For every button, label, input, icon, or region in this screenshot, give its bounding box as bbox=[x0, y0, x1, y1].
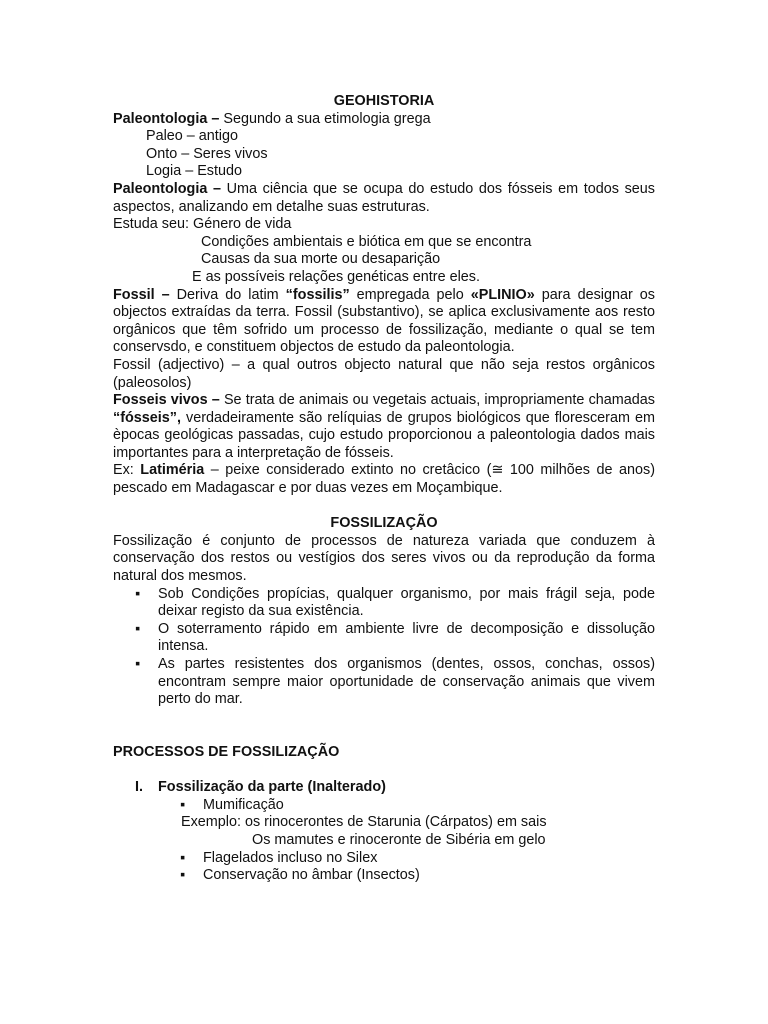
section-title-processos: PROCESSOS DE FOSSILIZAÇÃO bbox=[113, 743, 340, 760]
estuda-intro: Estuda seu: Género de vida bbox=[113, 216, 292, 233]
example-line: Os mamutes e rinoceronte de Sibéria em gelo bbox=[252, 831, 546, 848]
list-item: ▪ Sob Condições propícias, qualquer organismo, por mais frágil seja, pode deixar registo da sua existência. bbox=[135, 585, 655, 620]
paragraph-paleontologia-definition: Paleontologia – Uma ciência que se ocupa do estudo dos fósseis em todos seus aspectos, analizando em detalhe suas estruturas. bbox=[113, 180, 656, 215]
section-title-fossilizacao: FOSSILIZAÇÃO bbox=[330, 515, 438, 532]
square-bullet-icon: ▪ bbox=[135, 656, 141, 672]
paragraph-fossilizacao: Fossilização é conjunto de processos de natureza variada que conduzem à conservação dos restos ou vestígios dos seres vivos ou da reprodução da forma natural dos mesmos. bbox=[113, 532, 655, 585]
roman-numeral: I. bbox=[135, 779, 143, 796]
square-bullet-icon: ▪ bbox=[180, 849, 186, 866]
paragraph-paleontologia-etymology: Paleontologia – Segundo a sua etimologia grega bbox=[113, 110, 431, 127]
sub-bullet-list bbox=[113, 797, 655, 815]
list-item: ▪ As partes resistentes dos organismos (dentes, ossos, conchas, ossos) encontram sempre maior oportunidade de conservação animais que vivem perto do mar. bbox=[135, 656, 655, 708]
etymology-item: Paleo – antigo bbox=[146, 128, 239, 145]
estuda-item: E as possíveis relações genéticas entre eles. bbox=[192, 268, 480, 285]
square-bullet-icon: ▪ bbox=[180, 867, 186, 884]
list-item: ▪ O soterramento rápido em ambiente livre de decomposição e dissolução intensa. bbox=[135, 620, 655, 655]
term-paleontologia: Paleontologia – bbox=[113, 180, 221, 197]
bullet-list-fossilizacao bbox=[113, 586, 655, 709]
list-item: ▪ Conservação no âmbar (Insectos) bbox=[180, 867, 420, 884]
list-item: ▪ Mumificação bbox=[180, 796, 284, 813]
term-fossil: Fossil – bbox=[113, 286, 170, 303]
term-fosseis-vivos: Fosseis vivos – bbox=[113, 392, 220, 409]
sub-bullet-list bbox=[113, 850, 655, 885]
paragraph-fossil: Fossil – Deriva do latim “fossilis” empregada pelo «PLINIO» para designar os objectos extraídas da terra. Fossil (substantivo), se aplica exclusivamente aos resto orgânicos que têm sofrido um processo de fossilização, mediante o qual se tem conservsdo, e constituem objectos de estudo da paleontologia. bbox=[113, 286, 655, 356]
estuda-item: Condições ambientais e biótica em que se encontra bbox=[201, 233, 532, 250]
square-bullet-icon: ▪ bbox=[135, 620, 141, 637]
square-bullet-icon: ▪ bbox=[180, 796, 186, 813]
etymology-item: Onto – Seres vivos bbox=[146, 145, 268, 162]
paragraph-fossil-adjective: Fossil (adjectivo) – a qual outros objecto natural que não seja restos orgânicos (paleosolos) bbox=[113, 356, 655, 391]
term-paleontologia: Paleontologia – bbox=[113, 110, 220, 127]
paragraph-example-latimeria: Ex: Latiméria – peixe considerado extinto no cretâcico (≅ 100 milhões de anos) pescado em Madagascar e por duas vezes em Moçambique. bbox=[113, 462, 655, 497]
etymology-item: Logia – Estudo bbox=[146, 163, 243, 180]
term-latimeria: Latiméria bbox=[140, 462, 205, 479]
document-title: GEOHISTORIA bbox=[333, 93, 435, 109]
paragraph-fosseis-vivos: Fosseis vivos – Se trata de animais ou vegetais actuais, impropriamente chamadas “fósseis”, verdadeiramente são relíquias de grupos biológicos que floresceram em èpocas geológicas passadas, cujo estudo proporcionou a paleontologia dados mais importantes para a interpretação de fósseis. bbox=[113, 392, 655, 461]
document-body bbox=[113, 93, 655, 885]
roman-heading: I. Fossilização da parte (Inalterado) bbox=[135, 779, 386, 796]
example-line: Exemplo: os rinocerontes de Starunia (Cárpatos) em sais bbox=[181, 814, 547, 831]
square-bullet-icon: ▪ bbox=[135, 585, 141, 602]
estuda-item: Causas da sua morte ou desaparição bbox=[201, 251, 441, 268]
list-item: ▪ Flagelados incluso no Silex bbox=[180, 849, 378, 866]
